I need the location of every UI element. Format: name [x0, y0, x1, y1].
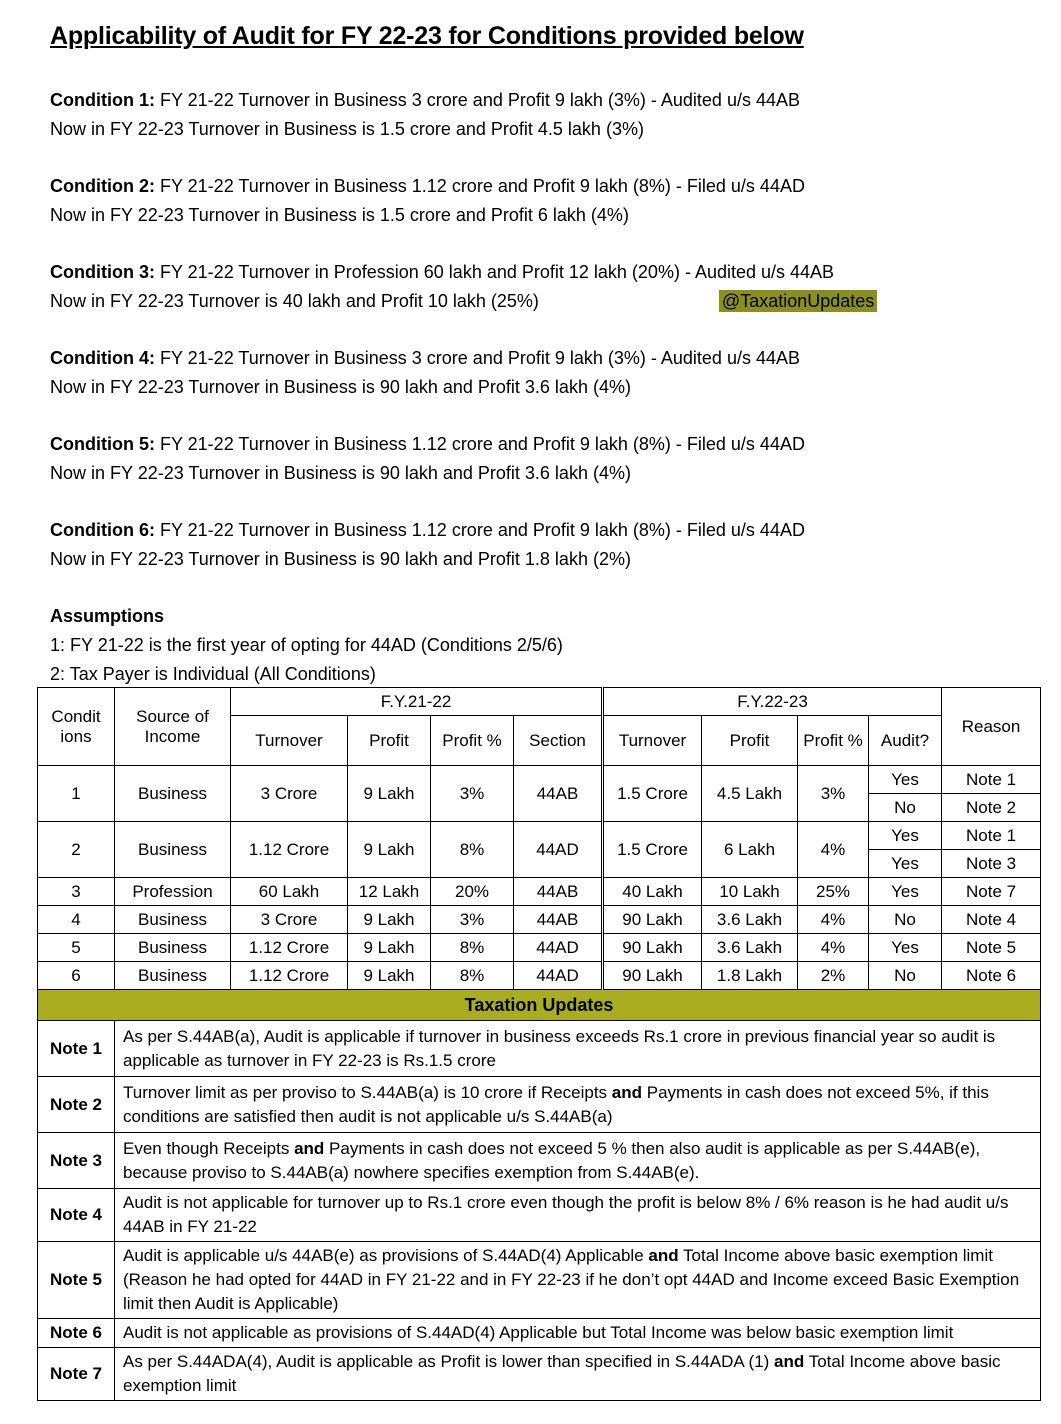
note-text: Audit is applicable u/s 44AB(e) as provisions of S.44AD(4) Applicable and Total Income above basic exemption limit (Reason he had opted for 44AD in FY 21-22 and in FY 22-23 if he don’t opt 44AD and Income exceed Basic Exemption limit then Audit is Applicable)	[115, 1242, 1041, 1319]
header-turnover: Turnover	[231, 716, 348, 766]
condition-4-line2: Now in FY 22-23 Turnover in Business is 90 lakh and Profit 3.6 lakh (4%)	[50, 377, 631, 397]
condition-label: Condition 6:	[50, 520, 155, 540]
header-fy-22-23: F.Y.22-23	[603, 688, 942, 716]
header-profit: Profit	[702, 716, 798, 766]
cell-reason: Note 1	[942, 766, 1041, 794]
note-row	[38, 1133, 1041, 1189]
condition-3-line1	[50, 258, 1030, 287]
note-label: Note 4	[38, 1189, 115, 1242]
cell-turnover-fy2: 1.5 Crore	[603, 822, 702, 878]
table-cell: 3.6 Lakh	[702, 934, 798, 962]
cell-condition: 1	[38, 766, 115, 822]
cell-turnover-fy1: 3 Crore	[231, 766, 348, 822]
condition-5-line2: Now in FY 22-23 Turnover in Business is 90 lakh and Profit 3.6 lakh (4%)	[50, 463, 631, 483]
condition-6-line1	[50, 516, 1030, 545]
condition-6-line2: Now in FY 22-23 Turnover in Business is 90 lakh and Profit 1.8 lakh (2%)	[50, 549, 631, 569]
table-cell: 60 Lakh	[231, 878, 348, 906]
table-cell: 20%	[431, 878, 514, 906]
banner-row	[38, 990, 1041, 1021]
cell-audit: Yes	[869, 850, 942, 878]
cell-profit-pct-fy2: 4%	[798, 822, 869, 878]
cell-audit: Yes	[869, 822, 942, 850]
header-source: Source of Income	[115, 688, 231, 766]
table-cell: 1.12 Crore	[231, 934, 348, 962]
table-cell: 5	[38, 934, 115, 962]
header-reason: Reason	[942, 688, 1041, 766]
header-turnover: Turnover	[603, 716, 702, 766]
condition-text: FY 21-22 Turnover in Business 3 crore and Profit 9 lakh (3%) - Audited u/s 44AB	[154, 348, 800, 368]
cell-profit-pct-fy2: 3%	[798, 766, 869, 822]
header-conditions: Condit ions	[38, 688, 115, 766]
condition-1-line2: Now in FY 22-23 Turnover in Business is 1.5 crore and Profit 4.5 lakh (3%)	[50, 119, 644, 139]
condition-5-line1	[50, 430, 1030, 459]
audit-table	[37, 687, 1041, 1401]
table-cell: 3 Crore	[231, 906, 348, 934]
table-cell: 44AD	[514, 962, 603, 990]
condition-1-line1	[50, 86, 1030, 115]
cell-reason: Note 3	[942, 850, 1041, 878]
note-row	[38, 1077, 1041, 1133]
cell-profit-fy2: 4.5 Lakh	[702, 766, 798, 822]
note-row	[38, 1189, 1041, 1242]
table-row	[38, 766, 1041, 794]
note-row	[38, 1021, 1041, 1077]
table-cell: No	[869, 906, 942, 934]
condition-2-line1	[50, 172, 1030, 201]
table-cell: Note 5	[942, 934, 1041, 962]
table-cell: 4%	[798, 906, 869, 934]
cell-source: Business	[115, 766, 231, 822]
table-cell: Business	[115, 962, 231, 990]
condition-2-line2: Now in FY 22-23 Turnover in Business is 1.5 crore and Profit 6 lakh (4%)	[50, 205, 629, 225]
condition-label: Condition 2:	[50, 176, 155, 196]
table-cell: 4%	[798, 934, 869, 962]
page-title: Applicability of Audit for FY 22-23 for Conditions provided below	[50, 22, 804, 50]
note-row	[38, 1348, 1041, 1401]
taxation-updates-handle: @TaxationUpdates	[719, 290, 877, 312]
cell-section: 44AD	[514, 822, 603, 878]
header-section: Section	[514, 716, 603, 766]
table-cell: 9 Lakh	[348, 906, 431, 934]
table-cell: 6	[38, 962, 115, 990]
table-cell: 90 Lakh	[603, 962, 702, 990]
condition-4-line1	[50, 344, 1030, 373]
cell-profit-fy2: 6 Lakh	[702, 822, 798, 878]
table-cell: No	[869, 962, 942, 990]
table-cell: 25%	[798, 878, 869, 906]
table-row	[38, 906, 1041, 934]
conditions-list	[50, 86, 1030, 689]
note-label: Note 3	[38, 1133, 115, 1189]
cell-profit-pct-fy1: 3%	[431, 766, 514, 822]
header-profit: Profit	[348, 716, 431, 766]
condition-text: FY 21-22 Turnover in Business 3 crore and Profit 9 lakh (3%) - Audited u/s 44AB	[154, 90, 800, 110]
table-cell: 10 Lakh	[702, 878, 798, 906]
note-label: Note 7	[38, 1348, 115, 1401]
assumption-2: 2: Tax Payer is Individual (All Conditions)	[50, 664, 376, 684]
cell-turnover-fy2: 1.5 Crore	[603, 766, 702, 822]
table-row	[38, 962, 1041, 990]
cell-profit-fy1: 9 Lakh	[348, 822, 431, 878]
note-text: Even though Receipts and Payments in cash does not exceed 5 % then also audit is applicable as per S.44AB(e), because proviso to S.44AB(a) nowhere specifies exemption from S.44AB(e).	[115, 1133, 1041, 1189]
table-cell: 9 Lakh	[348, 934, 431, 962]
table-cell: 90 Lakh	[603, 934, 702, 962]
header-profit-pct: Profit %	[798, 716, 869, 766]
cell-audit: No	[869, 794, 942, 822]
header-profit-pct: Profit %	[431, 716, 514, 766]
cell-audit: Yes	[869, 766, 942, 794]
note-text: Turnover limit as per proviso to S.44AB(a) is 10 crore if Receipts and Payments in cash does not exceed 5%, if this conditions are satisfied then audit is not applicable u/s S.44AB(a)	[115, 1077, 1041, 1133]
note-text: As per S.44AB(a), Audit is applicable if turnover in business exceeds Rs.1 crore in previous financial year so audit is applicable as turnover in FY 22-23 is Rs.1.5 crore	[115, 1021, 1041, 1077]
note-row	[38, 1242, 1041, 1319]
condition-3-line2	[50, 287, 1030, 316]
cell-source: Business	[115, 822, 231, 878]
table-row	[38, 822, 1041, 850]
note-text: As per S.44ADA(4), Audit is applicable as Profit is lower than specified in S.44ADA (1) and Total Income above basic exemption limit	[115, 1348, 1041, 1401]
note-text: Audit is not applicable for turnover up to Rs.1 crore even though the profit is below 8% / 6% reason is he had audit u/s 44AB in FY 21-22	[115, 1189, 1041, 1242]
table-cell: Note 4	[942, 906, 1041, 934]
condition-label: Condition 1:	[50, 90, 155, 110]
cell-turnover-fy1: 1.12 Crore	[231, 822, 348, 878]
condition-text: Now in FY 22-23 Turnover is 40 lakh and Profit 10 lakh (25%)	[50, 291, 539, 311]
note-label: Note 2	[38, 1077, 115, 1133]
cell-profit-pct-fy1: 8%	[431, 822, 514, 878]
table-cell: 3%	[431, 906, 514, 934]
table-cell: 2%	[798, 962, 869, 990]
table-cell: 3.6 Lakh	[702, 906, 798, 934]
table-cell: 90 Lakh	[603, 906, 702, 934]
table-cell: Yes	[869, 934, 942, 962]
table-cell: 1.8 Lakh	[702, 962, 798, 990]
condition-label: Condition 5:	[50, 434, 155, 454]
table-cell: 1.12 Crore	[231, 962, 348, 990]
cell-section: 44AB	[514, 766, 603, 822]
table-cell: Note 7	[942, 878, 1041, 906]
table-cell: 44AB	[514, 906, 603, 934]
condition-text: FY 21-22 Turnover in Profession 60 lakh and Profit 12 lakh (20%) - Audited u/s 44AB	[154, 262, 835, 282]
table-cell: 8%	[431, 962, 514, 990]
condition-text: FY 21-22 Turnover in Business 1.12 crore and Profit 9 lakh (8%) - Filed u/s 44AD	[154, 176, 805, 196]
table-cell: Note 6	[942, 962, 1041, 990]
table-row	[38, 878, 1041, 906]
table-cell: 9 Lakh	[348, 962, 431, 990]
assumptions-heading: Assumptions	[50, 606, 165, 626]
condition-label: Condition 3:	[50, 262, 155, 282]
condition-text: FY 21-22 Turnover in Business 1.12 crore and Profit 9 lakh (8%) - Filed u/s 44AD	[154, 520, 805, 540]
condition-label: Condition 4:	[50, 348, 155, 368]
table-cell: 40 Lakh	[603, 878, 702, 906]
note-row	[38, 1319, 1041, 1348]
cell-reason: Note 2	[942, 794, 1041, 822]
table-cell: 8%	[431, 934, 514, 962]
note-label: Note 5	[38, 1242, 115, 1319]
table-cell: 12 Lakh	[348, 878, 431, 906]
table-cell: 44AD	[514, 934, 603, 962]
table-cell: Business	[115, 934, 231, 962]
condition-text: FY 21-22 Turnover in Business 1.12 crore and Profit 9 lakh (8%) - Filed u/s 44AD	[154, 434, 805, 454]
table-cell: Yes	[869, 878, 942, 906]
note-text: Audit is not applicable as provisions of S.44AD(4) Applicable but Total Income was below basic exemption limit	[115, 1319, 1041, 1348]
table-row	[38, 934, 1041, 962]
note-label: Note 1	[38, 1021, 115, 1077]
assumption-1: 1: FY 21-22 is the first year of opting for 44AD (Conditions 2/5/6)	[50, 635, 563, 655]
header-audit: Audit?	[869, 716, 942, 766]
cell-condition: 2	[38, 822, 115, 878]
table-cell: Profession	[115, 878, 231, 906]
table-cell: Business	[115, 906, 231, 934]
table-cell: 44AB	[514, 878, 603, 906]
cell-profit-fy1: 9 Lakh	[348, 766, 431, 822]
header-fy-21-22: F.Y.21-22	[231, 688, 603, 716]
table-cell: 3	[38, 878, 115, 906]
note-label: Note 6	[38, 1319, 115, 1348]
cell-reason: Note 1	[942, 822, 1041, 850]
taxation-updates-banner: Taxation Updates	[38, 990, 1041, 1021]
table-cell: 4	[38, 906, 115, 934]
